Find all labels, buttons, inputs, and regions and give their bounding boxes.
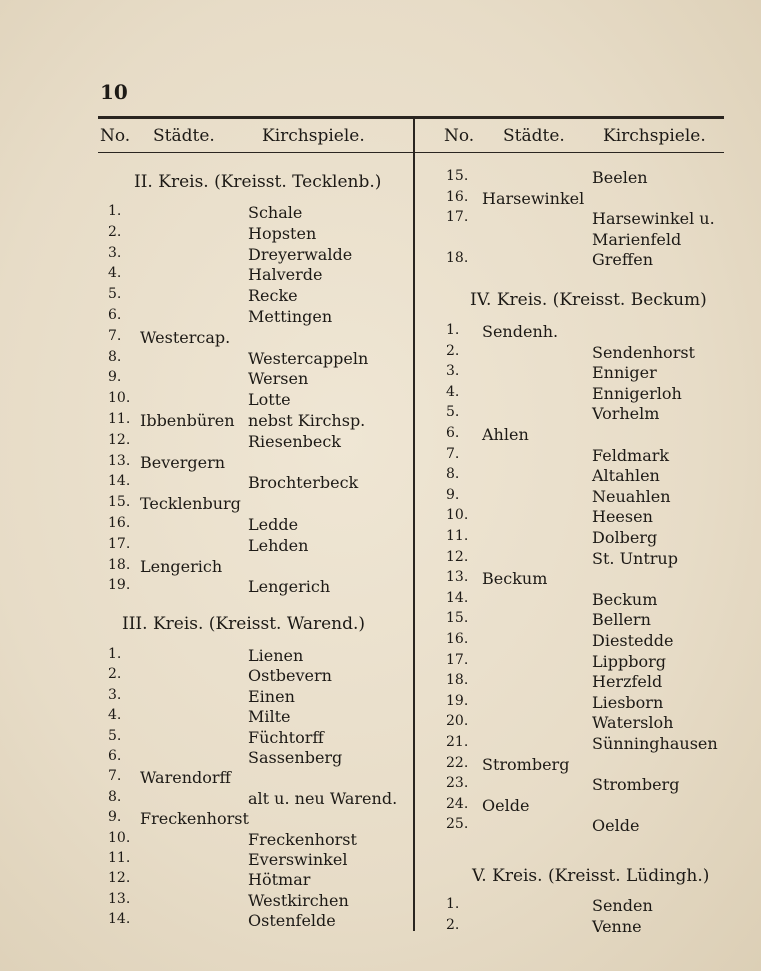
row-parish: Sassenberg (248, 748, 343, 767)
row-parish: Ennigerloh (592, 383, 682, 403)
row-town: Freckenhorst (140, 809, 249, 829)
table-row (0, 569, 761, 594)
row-town: Stromberg (482, 754, 570, 774)
row-number: 4. (108, 707, 122, 724)
table-row (0, 230, 761, 252)
table-row (0, 896, 761, 918)
row-number: 8. (446, 466, 460, 483)
row-parish: Stromberg (592, 775, 680, 795)
table-row (0, 713, 761, 735)
row-number: 24. (446, 795, 469, 812)
row-number: 14. (446, 589, 469, 606)
header-top-rule (98, 116, 724, 119)
row-number: 22. (446, 754, 469, 771)
table-row (0, 734, 761, 756)
row-parish: Hopsten (248, 223, 317, 243)
table-row (0, 322, 761, 344)
row-town: Ibbenbüren (140, 411, 235, 430)
row-number: 2. (108, 223, 122, 240)
row-number: 21. (446, 734, 469, 750)
table-row (0, 652, 761, 674)
table-row (0, 250, 761, 272)
row-number: 18. (108, 556, 131, 573)
row-parish: Halverde (248, 265, 323, 285)
row-number: 16. (446, 188, 469, 205)
row-parish: Everswinkel (248, 850, 348, 869)
table-row (0, 816, 761, 838)
row-town: Tecklenburg (140, 494, 241, 514)
left-header-kirchspiele: Kirchspiele. (262, 126, 365, 146)
row-town: Ahlen (482, 425, 529, 444)
row-parish: Dolberg (592, 528, 658, 547)
table-row (0, 507, 761, 529)
table-row (0, 549, 761, 571)
row-number: 18. (446, 672, 469, 689)
row-number: 10. (446, 507, 469, 524)
row-parish: Milte (248, 707, 291, 727)
row-number: 10. (108, 390, 131, 407)
row-number: 6. (446, 425, 460, 441)
row-number: 15. (108, 494, 131, 511)
row-number: 13. (446, 569, 469, 586)
row-parish: Heesen (592, 507, 653, 527)
table-row (0, 209, 761, 231)
row-parish: Watersloh (592, 713, 674, 733)
table-row (0, 487, 761, 509)
row-parish: Wersen (248, 369, 309, 389)
row-town: Sendenh. (482, 322, 559, 341)
row-parish: Beelen (592, 168, 648, 187)
right-header-kirchspiele: Kirchspiele. (603, 126, 706, 146)
table-row (0, 466, 761, 488)
row-number: 5. (108, 286, 122, 303)
row-parish: Dreyerwalde (248, 244, 353, 264)
row-number: 11. (108, 411, 131, 427)
row-parish: Westercappeln (248, 348, 369, 368)
row-number: 16. (446, 631, 469, 647)
row-number: 12. (108, 870, 131, 887)
kreis-2-title: II. Kreis. (Kreisst. Tecklenb.) (134, 172, 382, 192)
table-row (0, 363, 761, 385)
row-parish: nebst Kirchsp. (248, 411, 366, 430)
table-row (0, 755, 761, 777)
row-parish: Lippborg (592, 651, 666, 671)
table-row (0, 870, 761, 892)
table-row (0, 672, 761, 694)
row-parish: Sünninghausen (592, 734, 718, 753)
row-parish: St. Untrup (592, 548, 678, 568)
row-parish: Ostenfelde (248, 911, 336, 931)
row-parish: Marienfeld (592, 229, 682, 249)
table-row (0, 590, 761, 612)
row-number: 4. (446, 383, 460, 400)
row-number: 10. (108, 829, 131, 846)
row-number: 7. (108, 768, 122, 785)
row-number: 2. (108, 666, 122, 683)
table-row (0, 850, 761, 872)
row-number: 6. (108, 307, 122, 323)
left-header-staedte: Städte. (153, 126, 215, 146)
row-number: 14. (108, 911, 131, 928)
table-row (0, 917, 761, 939)
row-number: 1. (446, 322, 460, 338)
row-town: Harsewinkel (482, 188, 585, 208)
row-number: 23. (446, 775, 469, 792)
row-number: 1. (446, 896, 460, 912)
row-number: 17. (446, 209, 469, 225)
row-parish: Ledde (248, 515, 299, 534)
row-parish: Harsewinkel u. (592, 209, 715, 228)
row-parish: Schale (248, 203, 303, 222)
row-parish: Herzfeld (592, 672, 663, 692)
table-row (0, 796, 761, 818)
row-number: 15. (446, 610, 469, 627)
table-row (0, 631, 761, 653)
row-town: Lengerich (140, 556, 223, 576)
table-row (0, 168, 761, 190)
row-parish: Füchtorff (248, 727, 324, 747)
row-parish: Mettingen (248, 307, 333, 326)
row-number: 11. (108, 850, 131, 866)
table-row (0, 425, 761, 447)
row-number: 19. (446, 692, 469, 709)
row-parish: alt u. neu Warend. (248, 788, 398, 808)
kreis-3-title: III. Kreis. (Kreisst. Warend.) (122, 614, 366, 634)
row-parish: Brochterbeck (248, 473, 359, 493)
row-parish: Einen (248, 686, 295, 706)
row-number: 13. (108, 452, 131, 469)
row-number: 19. (108, 577, 131, 594)
row-number: 2. (446, 917, 460, 933)
row-number: 12. (446, 548, 469, 565)
row-parish: Altahlen (592, 466, 660, 486)
row-parish: Hötmar (248, 870, 311, 890)
row-number: 13. (108, 890, 131, 907)
row-number: 2. (446, 342, 460, 359)
right-header-no: No. (444, 126, 475, 146)
row-parish: Lienen (248, 646, 304, 665)
kreis-5-title: V. Kreis. (Kreisst. Lüdingh.) (472, 866, 710, 886)
row-parish: Beckum (592, 589, 658, 609)
header-bottom-rule (98, 152, 724, 153)
row-town: Bevergern (140, 452, 226, 472)
row-number: 1. (108, 646, 122, 662)
row-number: 11. (446, 528, 469, 544)
row-parish: Riesenbeck (248, 431, 341, 451)
row-number: 8. (108, 788, 122, 805)
left-header-no: No. (100, 126, 131, 146)
row-number: 25. (446, 816, 469, 833)
table-row (0, 404, 761, 426)
row-number: 1. (108, 203, 122, 219)
row-parish: Lehden (248, 535, 309, 555)
table-row (0, 693, 761, 715)
table-row (0, 446, 761, 468)
row-parish: Lotte (248, 390, 291, 410)
row-number: 8. (108, 348, 122, 365)
table-row (0, 286, 761, 308)
table-row (0, 528, 761, 550)
table-row (0, 384, 761, 406)
table-row (0, 343, 761, 365)
row-parish: Greffen (592, 250, 654, 269)
row-number: 12. (108, 431, 131, 448)
row-parish: Bellern (592, 610, 651, 630)
row-parish: Feldmark (592, 445, 670, 465)
table-row (0, 610, 761, 632)
row-number: 3. (108, 244, 122, 261)
row-town: Beckum (482, 569, 548, 589)
row-number: 9. (108, 369, 122, 386)
row-parish: Enniger (592, 363, 657, 383)
row-number: 4. (108, 265, 122, 282)
row-parish: Recke (248, 286, 298, 306)
row-parish: Vorhelm (592, 404, 660, 424)
row-number: 18. (446, 250, 469, 266)
row-parish: Diestedde (592, 631, 674, 650)
row-number: 20. (446, 713, 469, 730)
row-number: 7. (446, 445, 460, 462)
row-parish: Westkirchen (248, 890, 349, 910)
row-number: 3. (108, 686, 122, 703)
row-number: 6. (108, 748, 122, 764)
row-number: 17. (108, 535, 131, 552)
row-number: 17. (446, 651, 469, 668)
row-parish: Venne (592, 917, 642, 936)
kreis-4-title: IV. Kreis. (Kreisst. Beckum) (470, 290, 707, 310)
row-parish: Neuahlen (592, 486, 671, 506)
row-town: Westercap. (140, 327, 231, 347)
table-row (0, 189, 761, 211)
row-number: 5. (108, 727, 122, 744)
row-parish: Senden (592, 896, 653, 915)
row-number: 15. (446, 168, 469, 184)
row-town: Warendorff (140, 768, 231, 788)
row-number: 5. (446, 404, 460, 421)
row-parish: Lengerich (248, 577, 331, 597)
right-header-staedte: Städte. (503, 126, 565, 146)
row-number: 9. (108, 809, 122, 826)
row-parish: Oelde (592, 816, 640, 836)
row-parish: Sendenhorst (592, 342, 695, 362)
row-number: 7. (108, 327, 122, 344)
row-number: 3. (446, 363, 460, 380)
row-number: 16. (108, 515, 131, 531)
row-parish: Freckenhorst (248, 829, 357, 849)
row-number: 9. (446, 486, 460, 503)
table-row (0, 775, 761, 797)
page-number: 10 (100, 80, 128, 104)
row-number: 14. (108, 473, 131, 490)
row-parish: Liesborn (592, 692, 664, 712)
row-town: Oelde (482, 795, 530, 815)
row-parish: Ostbevern (248, 666, 332, 686)
